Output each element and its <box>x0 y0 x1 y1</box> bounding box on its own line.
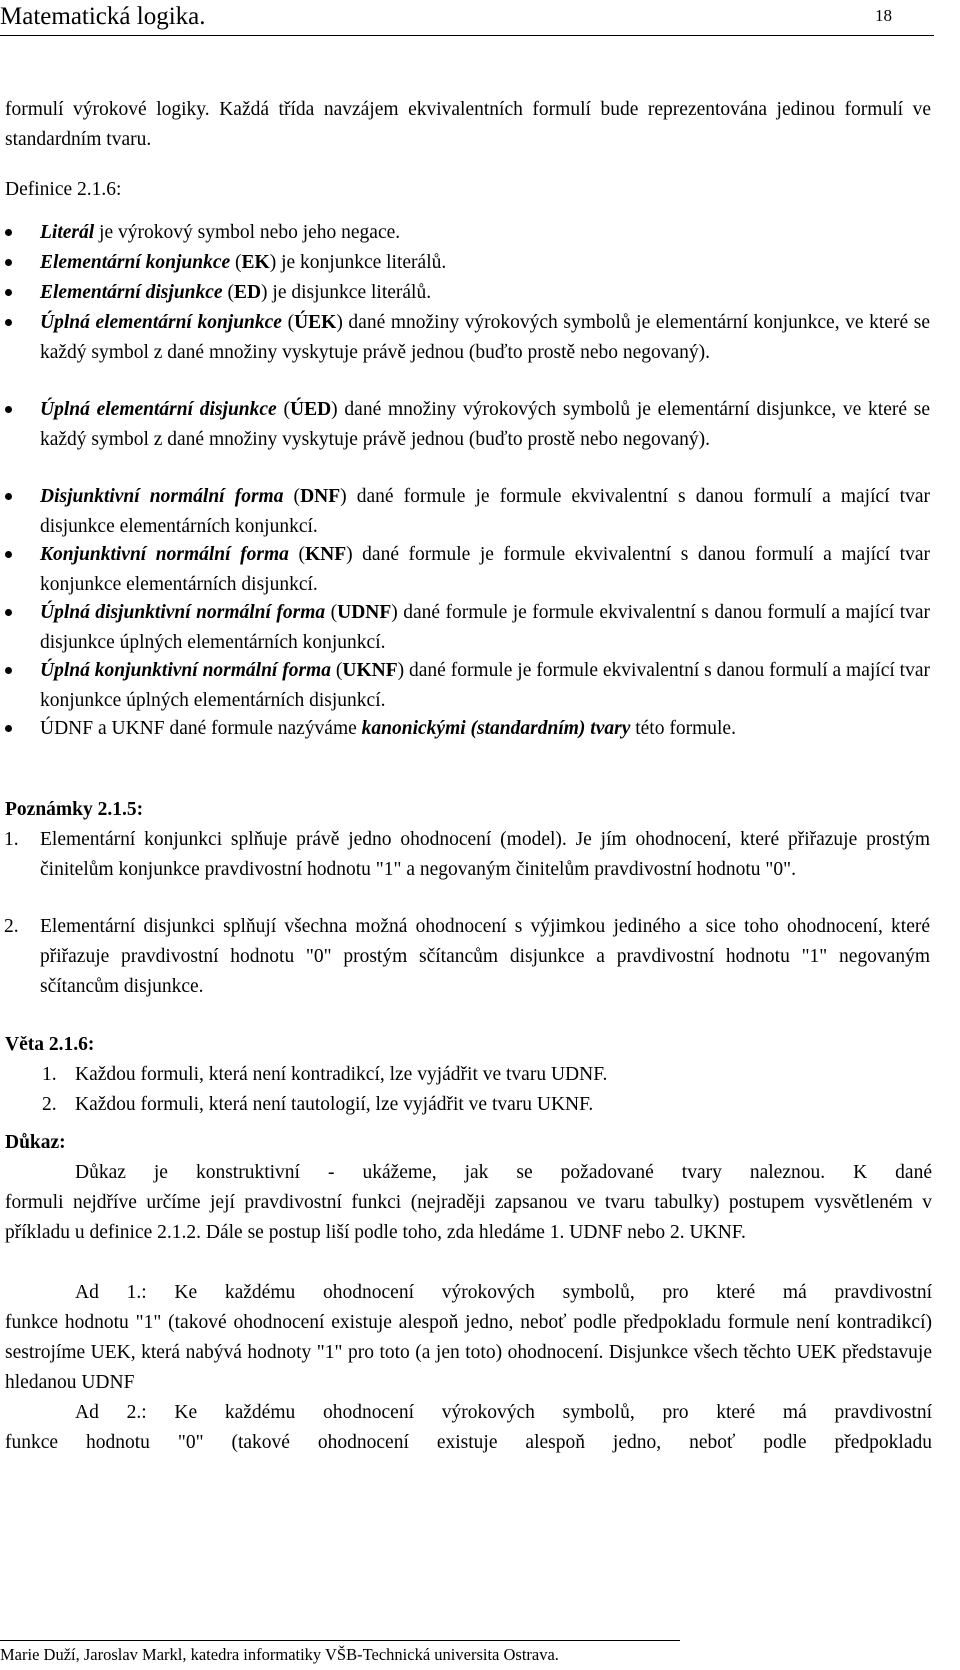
definition-item: Úplná elementární disjunkce (ÚED) dané množiny výrokových symbolů je elementární disjunkce, ve které se každý symbol z dané množiny vyskytuje právě jednou (buďto prostě nebo negovaný). <box>40 395 930 455</box>
note-number: 2. <box>4 916 19 937</box>
definition-item: Úplná elementární konjunkce (ÚEK) dané množiny výrokových symbolů je elementární konjunkce, ve které se každý symbol z dané množiny vyskytuje právě jednou (buďto prostě nebo negovaný). <box>40 308 930 368</box>
bullet-icon <box>5 667 12 674</box>
bullet-icon <box>5 551 12 558</box>
definition-abbr: ÚED <box>289 399 332 420</box>
definition-text: je konjunkce literálů. <box>276 252 447 273</box>
proof-paragraph-1-first-line: Důkaz je konstruktivní - ukážeme, jak se požadované tvary naleznou. K dané <box>75 1162 932 1183</box>
definition-term: Úplná elementární konjunkce <box>40 312 282 333</box>
definition-term: Elementární konjunkce <box>40 252 231 273</box>
bullet-icon <box>5 493 12 500</box>
intro-paragraph: formulí výrokové logiky. Každá třída navzájem ekvivalentních formulí bude reprezentována jedinou formulí ve standardním tvaru. <box>5 99 931 150</box>
bullet-icon <box>5 609 12 616</box>
theorem-item <box>42 1060 935 1090</box>
definition-abbr: UDNF <box>337 602 392 623</box>
definition-text: je výrokový symbol nebo jeho negace. <box>94 222 401 243</box>
definition-abbr: ÚEK <box>294 312 337 333</box>
definition-text: dané formule je formule ekvivalentní s danou formulí a mající tvar konjunkce elementárních disjunkcí. <box>40 544 930 595</box>
note-item <box>4 825 930 885</box>
definition-text: je disjunkce literálů. <box>267 282 432 303</box>
note-text: Elementární konjunkci splňuje právě jedno ohodnocení (model). Je jím ohodnocení, které přiřazuje prostým činitelům konjunkce pravdivostní hodnotu "1" a negovaným činitelům pravdivostní hodnotu "0". <box>40 829 930 880</box>
bullet-icon <box>5 229 12 236</box>
proof-paragraph-3-first-line: Ad 2.: Ke každému ohodnocení výrokových symbolů, pro které má pravdivostní <box>75 1402 932 1423</box>
definition-item: Konjunktivní normální forma (KNF) dané formule je formule ekvivalentní s danou formulí a mající tvar konjunkce elementárních disjunkcí. <box>40 540 930 600</box>
definition-term: Úplná konjunktivní normální forma <box>40 660 331 681</box>
proof-paragraph-2: funkce hodnotu "1" (takové ohodnocení existuje alespoň jedno, neboť podle předpokladu formule není kontradikcí) sestrojíme UEK, která nabývá hodnoty "1" pro toto (a jen toto) ohodnocení. Disjunkce všech těchto UEK představuje hledanou UDNF <box>5 1312 932 1393</box>
proof-paragraph-3: funkce hodnotu "0" (takové ohodnocení existuje alespoň jedno, neboť podle předpokladu <box>5 1432 932 1453</box>
theorem-heading: Věta 2.1.6: <box>5 1034 95 1055</box>
definition-text: dané formule je formule ekvivalentní s danou formulí a mající tvar disjunkce úplných elementárních konjunkcí. <box>40 602 931 653</box>
footer-text: Marie Duží, Jaroslav Markl, katedra informatiky VŠB-Technická universita Ostrava. <box>0 1645 559 1664</box>
proof-paragraph-1: formuli nejdříve určíme její pravdivostní funkci (nejraději zapsanou ve tvaru tabulky) postupem vysvětleném v příkladu u definice 2.1.2. Dále se postup liší podle toho, zda hledáme 1. UDNF nebo 2. UKNF. <box>5 1192 932 1243</box>
theorem-number: 1. <box>42 1064 57 1085</box>
header-rule <box>0 35 934 36</box>
definition-term: Konjunktivní normální forma <box>40 544 289 565</box>
definition-term: Úplná elementární disjunkce <box>40 399 277 420</box>
definition-heading: Definice 2.1.6: <box>5 179 122 200</box>
bullet-icon <box>5 319 12 326</box>
definition-term: Disjunktivní normální forma <box>40 486 284 507</box>
definition-term: Elementární disjunkce <box>40 282 223 303</box>
definition-item: Elementární disjunkce (ED) je disjunkce literálů. <box>40 278 930 308</box>
note-number: 1. <box>4 829 19 850</box>
footer-rule <box>0 1640 680 1641</box>
definition-text: dané množiny výrokových symbolů je elementární konjunkce, ve které se každý symbol z dané množiny vyskytuje právě jednou (buďto prostě nebo negovaný). <box>40 312 930 363</box>
theorem-text: Každou formuli, která není tautologií, lze vyjádřit ve tvaru UKNF. <box>75 1094 594 1115</box>
proof-heading: Důkaz: <box>5 1132 66 1153</box>
bullet-icon <box>5 289 12 296</box>
definition-term: Úplná disjunktivní normální forma <box>40 602 326 623</box>
bullet-icon <box>5 406 12 413</box>
definition-item: Úplná konjunktivní normální forma (UKNF) dané formule je formule ekvivalentní s danou formulí a mající tvar konjunkce úplných elementárních disjunkcí. <box>40 656 930 716</box>
definition-abbr: UKNF <box>342 660 398 681</box>
definition-text: této formule. <box>630 718 736 739</box>
bullet-icon <box>5 725 12 732</box>
bullet-icon <box>5 259 12 266</box>
definition-abbr: EK <box>241 252 270 273</box>
page-header <box>0 0 960 42</box>
definition-term: kanonickými (standardním) tvary <box>361 718 631 739</box>
header-title: Matematická logika. <box>0 3 206 30</box>
definition-abbr: DNF <box>300 486 341 507</box>
theorem-number: 2. <box>42 1094 57 1115</box>
proof-paragraph-2-first-line: Ad 1.: Ke každému ohodnocení výrokových symbolů, pro které má pravdivostní <box>75 1282 932 1303</box>
definition-item <box>40 218 930 248</box>
definition-item: Disjunktivní normální forma (DNF) dané formule je formule ekvivalentní s danou formulí a mající tvar disjunkce elementárních konjunkcí. <box>40 482 930 542</box>
note-item <box>4 912 930 1002</box>
definition-item: Úplná disjunktivní normální forma (UDNF) dané formule je formule ekvivalentní s danou formulí a mající tvar disjunkce úplných elementárních konjunkcí. <box>40 598 930 658</box>
definition-text: ÚDNF a UKNF dané formule nazýváme <box>40 718 362 739</box>
notes-heading: Poznámky 2.1.5: <box>5 799 144 820</box>
note-text: Elementární disjunkci splňují všechna možná ohodnocení s výjimkou jediného a sice toho ohodnocení, které přiřazuje pravdivostní hodnotu "0" prostým sčítancům disjunkce a pravdivostní hodnotu "1" negovaným sčítancům disjunkce. <box>40 916 930 997</box>
definition-abbr: ED <box>233 282 262 303</box>
theorem-text: Každou formuli, která není kontradikcí, lze vyjádřit ve tvaru UDNF. <box>75 1064 608 1085</box>
definition-text: dané formule je formule ekvivalentní s danou formulí a mající tvar konjunkce úplných elementárních disjunkcí. <box>40 660 930 711</box>
theorem-item <box>42 1090 935 1120</box>
definition-item: Elementární konjunkce (EK) je konjunkce literálů. <box>40 248 930 278</box>
definition-abbr: KNF <box>304 544 347 565</box>
page-number: 18 <box>875 6 892 25</box>
definition-term: Literál <box>40 222 95 243</box>
definition-item <box>40 714 930 744</box>
definition-text: dané množiny výrokových symbolů je elementární disjunkce, ve které se každý symbol z dané množiny vyskytuje právě jednou (buďto prostě nebo negovaný). <box>40 399 930 450</box>
definition-text: dané formule je formule ekvivalentní s danou formulí a mající tvar disjunkce elementárních konjunkcí. <box>40 486 930 537</box>
